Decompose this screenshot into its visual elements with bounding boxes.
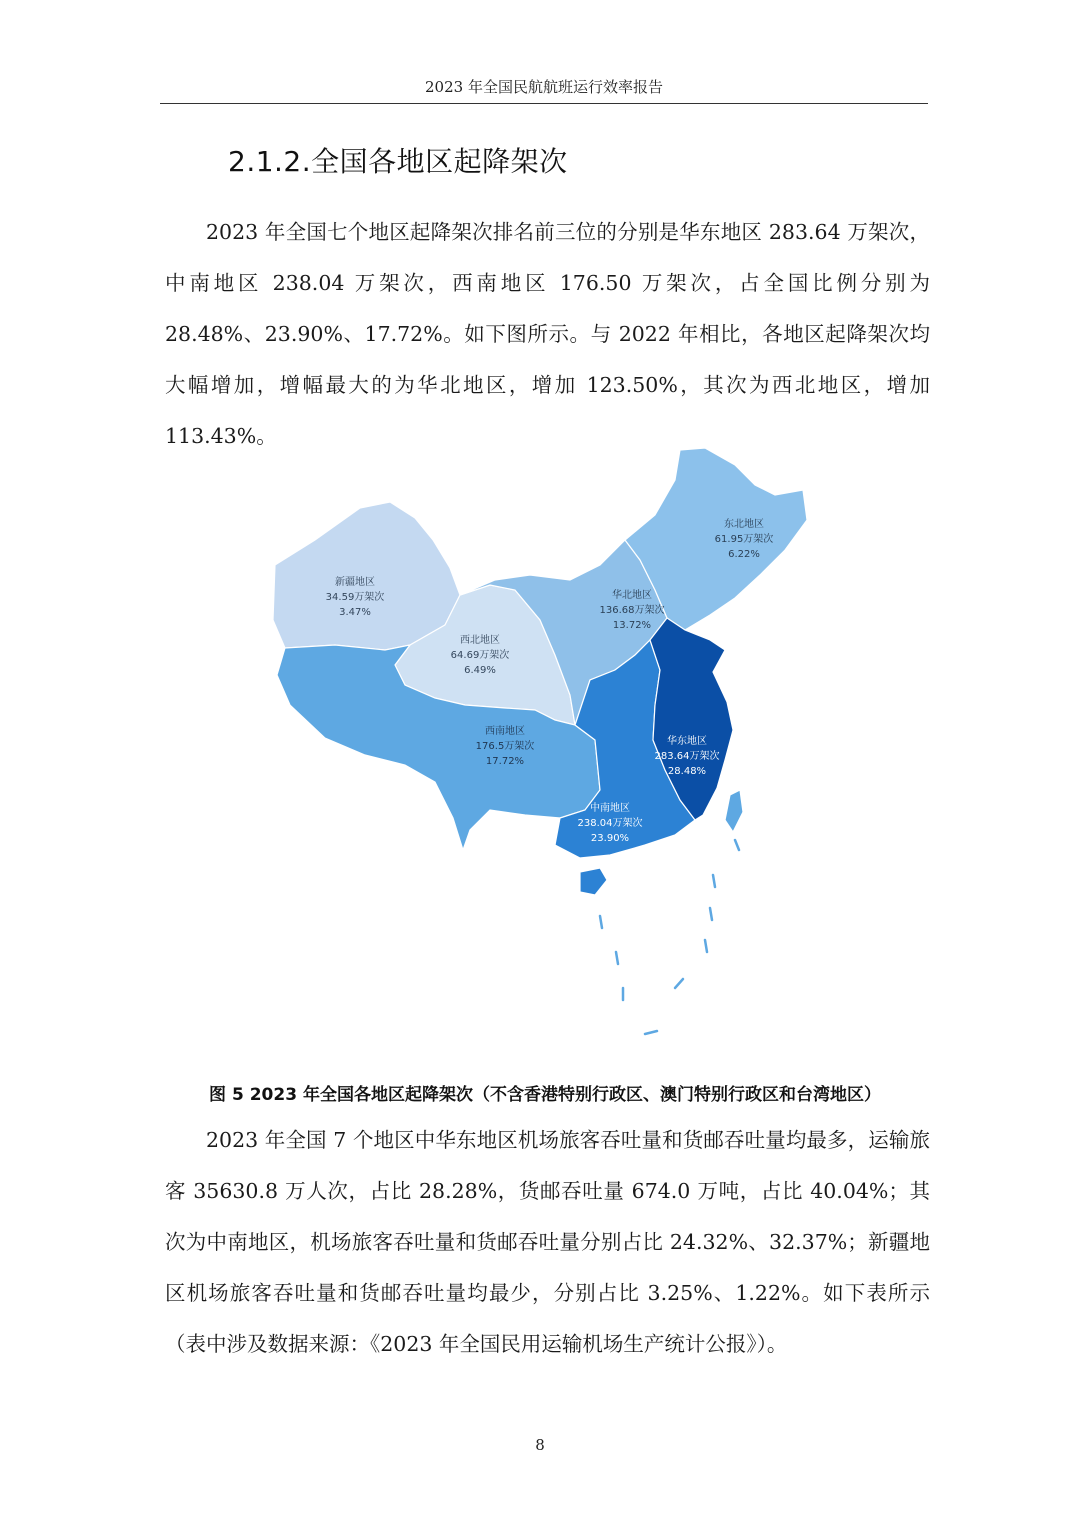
svg-text:136.68万架次: 136.68万架次 xyxy=(599,605,665,616)
svg-text:6.49%: 6.49% xyxy=(464,665,496,676)
svg-text:34.59万架次: 34.59万架次 xyxy=(325,592,385,603)
header-divider xyxy=(160,103,928,104)
figure-caption: 图 5 2023 年全国各地区起降架次（不含香港特别行政区、澳门特别行政区和台湾地区） xyxy=(209,1085,881,1105)
south-sea-dashes xyxy=(600,840,739,1034)
svg-text:中南地区: 中南地区 xyxy=(590,803,630,814)
region-hainan xyxy=(580,868,607,895)
svg-text:28.48%: 28.48% xyxy=(667,766,707,777)
svg-text:西北地区: 西北地区 xyxy=(460,635,500,646)
page-header: 2023 年全国民航航班运行效率报告 xyxy=(425,78,663,96)
svg-text:华北地区: 华北地区 xyxy=(612,590,652,601)
region-taiwan xyxy=(725,790,743,832)
svg-text:176.5万架次: 176.5万架次 xyxy=(475,741,535,752)
svg-text:61.95万架次: 61.95万架次 xyxy=(714,534,774,545)
svg-text:6.22%: 6.22% xyxy=(728,549,760,560)
paragraph-passenger-cargo: 2023 年全国 7 个地区中华东地区机场旅客吞吐量和货邮吞吐量均最多，运输旅客 35630.8 万人次，占比 28.28%，货邮吞吐量 674.0 万吨，占比 40.04%；其次为中南地区，机场旅客吞吐量和货邮吞吐量分别占比 24.32%、32.37%；新疆地区机场旅客吞吐量和货邮吞吐量均最少，分别占比 3.25%、1.22%。如下表所示（表中涉及数据来源：《2023 年全国民用运输机场生产统计公报》）。 xyxy=(165,1128,930,1356)
svg-text:13.72%: 13.72% xyxy=(612,620,652,631)
region-xinjiang xyxy=(273,502,460,650)
svg-text:17.72%: 17.72% xyxy=(485,756,525,767)
svg-text:283.64万架次: 283.64万架次 xyxy=(654,751,720,762)
svg-text:3.47%: 3.47% xyxy=(339,607,371,618)
page-number: 8 xyxy=(535,1436,545,1454)
svg-text:新疆地区: 新疆地区 xyxy=(335,577,375,588)
china-region-map xyxy=(255,440,815,1040)
svg-text:238.04万架次: 238.04万架次 xyxy=(577,818,643,829)
section-title: 2.1.2.全国各地区起降架次 xyxy=(228,145,568,178)
svg-text:华东地区: 华东地区 xyxy=(667,736,707,747)
svg-text:西南地区: 西南地区 xyxy=(485,726,525,737)
paragraph-flights-summary: 2023 年全国七个地区起降架次排名前三位的分别是华东地区 283.64 万架次，中南地区 238.04 万架次，西南地区 176.50 万架次，占全国比例分别为 28.48%、23.90%、17.72%。如下图所示。与 2022 年相比，各地区起降架次均大幅增加，增幅最大的为华北地区，增加 123.50%，其次为西北地区，增加 113.43%。 xyxy=(165,220,930,448)
svg-text:23.90%: 23.90% xyxy=(590,833,630,844)
svg-text:东北地区: 东北地区 xyxy=(724,519,764,530)
svg-text:64.69万架次: 64.69万架次 xyxy=(450,650,510,661)
